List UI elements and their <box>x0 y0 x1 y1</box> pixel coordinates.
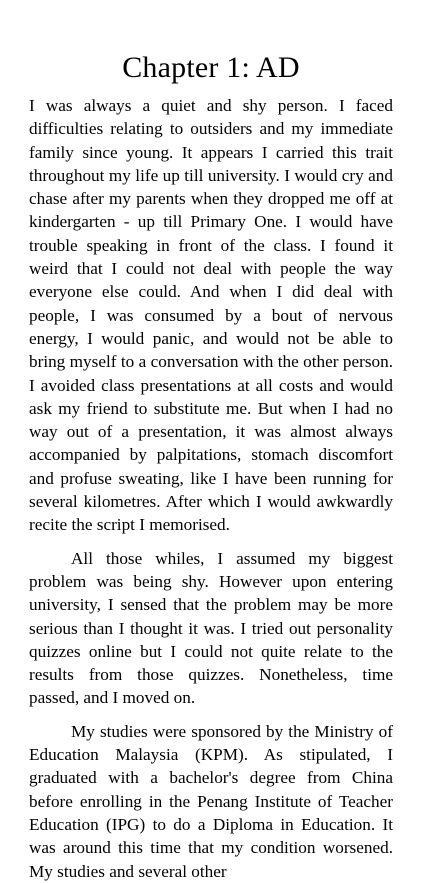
paragraph-2: All those whiles, I assumed my biggest problem was being shy. However upon entering university, I sensed that the problem may be more serious than I thought it was. I tried out personality quizzes online but I could not quite relate to the results from those quizzes. Nonetheless, time passed, and I moved on. <box>29 548 393 708</box>
paragraph-1: I was always a quiet and shy person. I faced difficulties relating to outsiders and my immediate family since young. It appears I carried this trait throughout my life up till university. I would cry and chase after my parents when they dropped me off at kindergarten - up till Primary One. I would have trouble speaking in front of the class. I found it weird that I could not deal with people the way everyone else could. And when I did deal with people, I was consumed by a bout of nervous energy, I would panic, and would not be able to bring myself to a conversation with the other person. I avoided class presentations at all costs and would ask my friend to substitute me. But when I had no way out of a presentation, it was almost always accompanied by palpitations, stomach discomfort and profuse sweating, like I have been running for several kilometres. After which I would awkwardly recite the script I memorised. <box>29 96 393 535</box>
chapter-title: Chapter 1: AD <box>122 51 300 84</box>
paragraph-3: My studies were sponsored by the Ministry of Education Malaysia (KPM). As stipulated, I graduated with a bachelor's degree from China before enrolling in the Penang Institute of Teacher Education (IPG) to do a Diploma in Education. It was around this time that my condition worsened. My studies and several other <box>29 721 393 881</box>
